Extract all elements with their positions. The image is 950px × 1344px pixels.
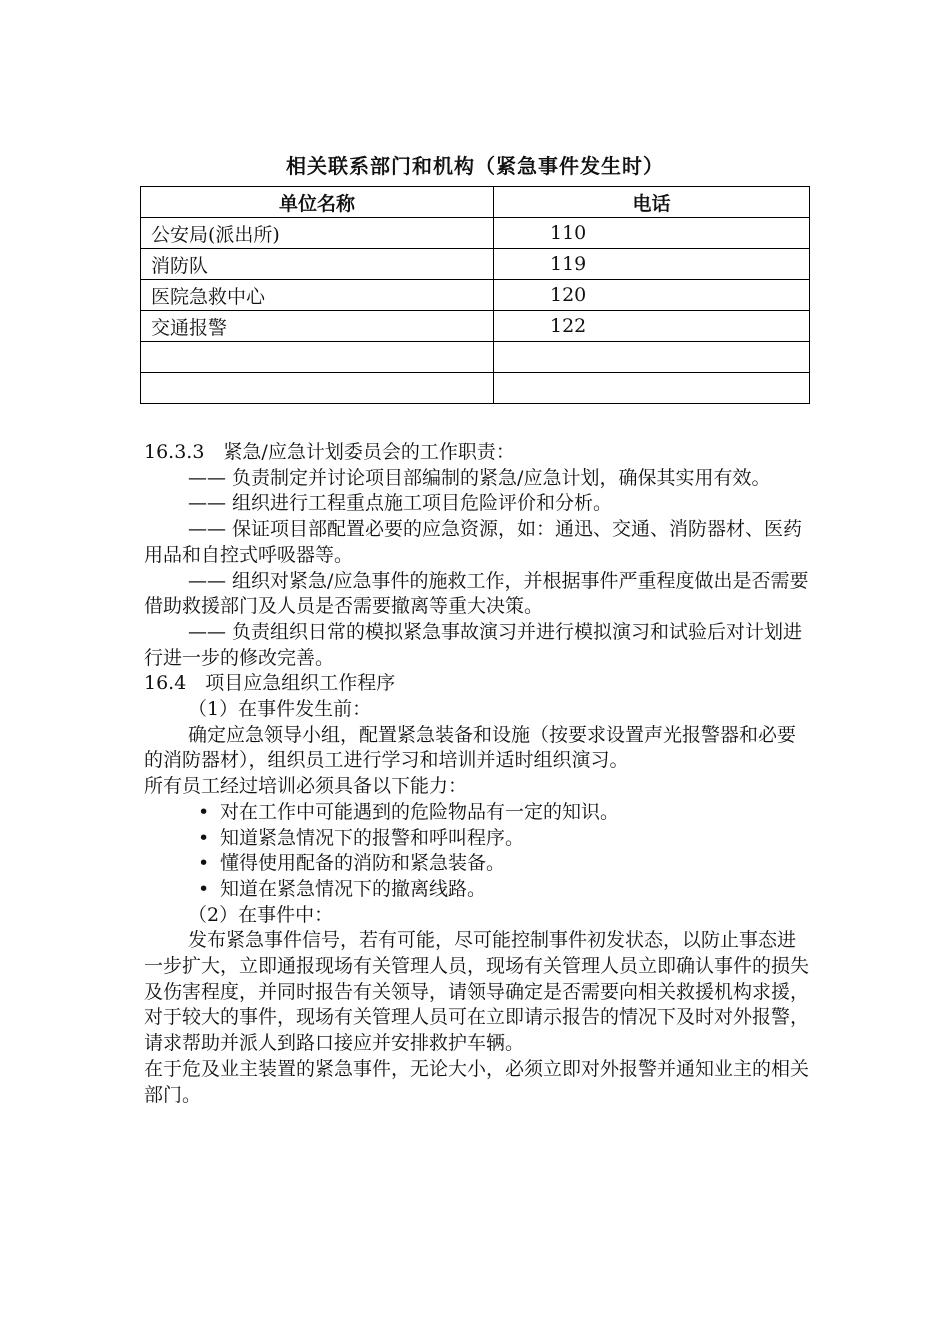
unit-name-cell: 交通报警 [141, 311, 494, 342]
duty-item: —— 负责组织日常的模拟紧急事故演习并进行模拟演习和试验后对计划进行进一步的修改完善。 [144, 620, 803, 669]
phone-cell [494, 373, 810, 404]
table-row [141, 373, 810, 404]
section-heading-16-4: 16.4 项目应急组织工作程序 [144, 672, 396, 695]
during-event-heading: （2）在事件中： [188, 903, 334, 926]
ability-item [144, 800, 810, 826]
bullet-icon: • [198, 826, 210, 849]
duty-item: —— 组织对紧急/应急事件的施救工作，并根据事件严重程度做出是否需要借助救援部门及人员是否需要撤离等重大决策。 [144, 569, 809, 618]
phone-cell: 110 [494, 218, 810, 249]
abilities-intro: 所有员工经过培训必须具备以下能力： [144, 775, 468, 798]
phone-cell: 122 [494, 311, 810, 342]
bullet-icon: • [198, 852, 210, 875]
unit-name-cell [141, 342, 494, 373]
bullet-icon: • [198, 800, 210, 823]
header-unit-name: 单位名称 [141, 187, 494, 218]
unit-name-cell [141, 373, 494, 404]
ability-item [144, 851, 810, 877]
unit-name-cell: 公安局(派出所) [141, 218, 494, 249]
before-event-heading: （1）在事件发生前： [188, 698, 372, 721]
table-row [141, 280, 810, 311]
ability-text: 知道在紧急情况下的撤离线路。 [220, 877, 487, 900]
ability-item [144, 877, 810, 903]
table-row [141, 218, 810, 249]
during-event-text: 发布紧急事件信号，若有可能，尽可能控制事件初发状态，以防止事态进一步扩大，立即通报现场有关管理人员，现场有关管理人员立即确认事件的损失及伤害程度，并同时报告有关领导，请领导确定是否需要向相关救援机构求援，对于较大的事件，现场有关管理人员可在立即请示报告的情况下及时对外报警，请求帮助并派人到路口接应并安排救护车辆。 [144, 929, 810, 1055]
bullet-icon: • [198, 877, 210, 900]
unit-name-cell: 医院急救中心 [141, 280, 494, 311]
table-row [141, 342, 810, 373]
phone-cell [494, 342, 810, 373]
section-heading-16-3-3: 16.3.3 紧急/应急计划委员会的工作职责： [144, 441, 515, 463]
table-row [141, 249, 810, 280]
table-header-row [141, 187, 810, 218]
ability-text: 对在工作中可能遇到的危险物品有一定的知识。 [220, 800, 620, 823]
table-row [141, 311, 810, 342]
before-event-text: 确定应急领导小组，配置紧急装备和设施（按要求设置声光报警器和必要的消防器材），组织员工进行学习和培训并适时组织演习。 [144, 723, 797, 772]
contacts-table [140, 186, 810, 404]
document-body [144, 440, 810, 1108]
duty-item: —— 负责制定并讨论项目部编制的紧急/应急计划，确保其实用有效。 [188, 466, 771, 489]
phone-cell: 119 [494, 249, 810, 280]
ability-text: 懂得使用配备的消防和紧急装备。 [220, 852, 506, 875]
header-phone: 电话 [494, 187, 810, 218]
duty-item: —— 保证项目部配置必要的应急资源，如：通迅、交通、消防器材、医药用品和自控式呼吸器等。 [144, 518, 803, 566]
table-title: 相关联系部门和机构（紧急事件发生时） [286, 154, 664, 178]
unit-name-cell: 消防队 [141, 249, 494, 280]
ability-text: 知道紧急情况下的报警和呼叫程序。 [220, 826, 525, 849]
owner-emergency-text: 在于危及业主装置的紧急事件，无论大小，必须立即对外报警并通知业主的相关部门。 [144, 1057, 810, 1106]
phone-cell: 120 [494, 280, 810, 311]
ability-item [144, 826, 810, 852]
duty-item: —— 组织进行工程重点施工项目危险评价和分析。 [188, 492, 613, 515]
